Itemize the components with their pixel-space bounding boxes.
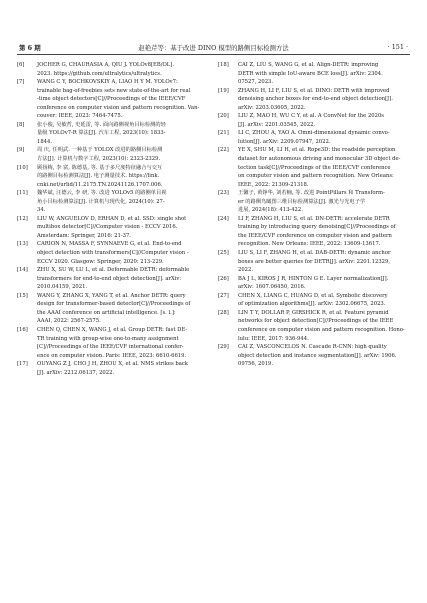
reference-text: [37, 360, 212, 377]
reference-line: networks for object detection[C]//Proceedings of the IEEE: [238, 318, 394, 325]
reference-text: [238, 112, 414, 129]
reference-text: [37, 215, 212, 241]
reference-line: CARION N, MASSA F, SYNNAEVE G, et al. End-to-end: [37, 241, 182, 248]
reference-line: WANG C Y, BOCHKOVSKIY A, LIAO H Y M. YOLOv7:: [37, 79, 178, 86]
reference-text: [37, 121, 212, 147]
reference-entry: [218, 87, 414, 113]
reference-line: LIU S, LI F, ZHANG H, et al. DAB-DETR: dynamic anchor: [238, 250, 391, 257]
reference-text: [37, 61, 212, 78]
reference-text: [238, 189, 414, 215]
reference-entry: [17, 240, 212, 266]
reference-number: [11]: [17, 190, 28, 197]
reference-line: lulu: IEEE, 2017: 936-944.: [238, 335, 309, 342]
reference-text: [238, 309, 414, 343]
reference-line: dataset for autonomous driving and monocular 3D object de-: [238, 156, 401, 163]
reference-line: TR training with group-wise one-to-many assignment: [37, 335, 179, 342]
reference-line: 进展, 2024(18): 413-422.: [238, 207, 303, 214]
reference-text: [238, 215, 414, 249]
reference-number: [22]: [218, 147, 229, 154]
reference-line: 34.: [37, 207, 46, 214]
reference-line: 2010.04159, 2021.: [37, 284, 88, 291]
reference-line: the AAAI conference on artificial intelligence. [s. l.]:: [37, 309, 176, 316]
reference-line: 09756, 2019.: [238, 361, 274, 368]
reference-line: 1844.: [37, 138, 53, 145]
reference-line: tection task[C]//Proceedings of the IEEE/CVF conference: [238, 164, 391, 171]
reference-line: JOCHER G, CHAURASIA A, QIU J. YOLOv8[EB/OL].: [37, 62, 175, 68]
reference-number: [29]: [218, 344, 229, 351]
running-title: 赵艳芹等：基于改进 DINO 模型的路侧目标检测方法: [138, 44, 289, 52]
reference-line: object detection with transformers[C]//Computer vision -: [37, 250, 189, 257]
reference-text: [37, 146, 212, 163]
reference-entry: [17, 78, 212, 121]
reference-entry: [218, 343, 414, 369]
reference-line: 周 庆, 任明武. 一种基于 YOLOX 改进的路侧目标检测: [37, 147, 163, 154]
reference-text: [238, 61, 414, 87]
reference-text: [37, 266, 212, 292]
references-right-column: [218, 61, 414, 369]
reference-line: object detection and instance segmentation[J]. arXiv: 1906.: [238, 352, 397, 359]
reference-text: [238, 87, 414, 113]
reference-line: denoising anchor boxes for end-to-end object detection[J].: [238, 96, 393, 103]
reference-text: [238, 292, 414, 309]
reference-number: [21]: [218, 130, 229, 137]
reference-entry: [218, 309, 414, 343]
reference-number: [24]: [218, 215, 229, 222]
reference-entry: [17, 146, 212, 163]
reference-number: [8]: [17, 121, 25, 128]
reference-text: [37, 189, 212, 215]
reference-line: lution[J]. arXiv: 2209.07947, 2022.: [238, 138, 331, 145]
reference-line: ECCV 2020. Glasgow: Springer, 2020: 213-229.: [37, 258, 164, 265]
reference-entry: [17, 189, 212, 215]
reference-line: [J]. arXiv: 2201.03545, 2022.: [238, 121, 316, 128]
reference-line: IEEE, 2022: 21309-21318.: [238, 181, 309, 188]
reference-text: [238, 129, 414, 146]
reference-line: CHEN X, LIANG C, HUANG D, et al. Symbolic discovery: [238, 292, 388, 299]
reference-line: WANG Y, ZHANG X, YANG T, et al. Anchor DETR: query: [37, 292, 186, 299]
reference-line: recognition. New Orleans: IEEE, 2022: 13609-13617.: [238, 241, 381, 248]
reference-entry: [17, 266, 212, 292]
reference-line: LI F, ZHANG H, LIU S, et al. DN-DETR: accelerate DETR: [238, 215, 390, 222]
reference-entry: [17, 215, 212, 241]
reference-number: [23]: [218, 190, 229, 197]
reference-number: [9]: [17, 147, 25, 154]
reference-line: 07527, 2023.: [238, 79, 274, 86]
reference-line: conference on computer vision and pattern recognition. Hono-: [238, 326, 405, 333]
reference-line: 的路侧目标检测算法[J]. 电子测量技术. https://link.: [37, 173, 160, 180]
reference-line: training by introducing query denoising[C]//Proceedings of: [238, 224, 396, 231]
reference-line: 张小俊, 吴敏哲, 史延雷, 等. 面向路侧视角目标检测的轻: [37, 121, 166, 128]
reference-entry: [218, 292, 414, 309]
reference-line: LIN T Y, DOLLAR P, GIRSHICK R, et al. Feature pyramid: [238, 309, 389, 316]
reference-number: [10]: [17, 164, 28, 171]
reference-line: arXiv: 2203.03605, 2022.: [238, 104, 306, 111]
reference-line: ZHU X, SU W, LU L, et al. Deformable DETR: deformable: [37, 267, 190, 274]
reference-line: conference on computer vision and pattern recognition. Van-: [37, 104, 200, 111]
reference-line: LIU Z, MAO H, WU C Y, et al. A ConvNet for the 2020s: [238, 113, 385, 120]
reference-line: 方法[J]. 计算机与数字工程, 2023(10): 2323-2329.: [37, 156, 161, 163]
reference-line: transformers for end-to-end object detection[J]. arXiv:: [37, 275, 182, 282]
reference-line: CHEN Q, CHEN X, WANG J, et al. Group DETR: fast DE-: [37, 326, 188, 333]
running-header: [17, 40, 410, 55]
reference-line: 魏华斌, 汪德云, 李 研, 等. 改进 YOLOv5 的路侧单目视: [37, 190, 167, 197]
reference-line: -time object detectors[C]//Proceedings of the IEEE/CVF: [37, 96, 186, 103]
reference-line: 2023. https://github.com/ultralytics/ultralytics.: [37, 70, 162, 77]
reference-line: on computer vision and pattern recognition. New Orleans:: [238, 173, 394, 180]
reference-entry: [218, 249, 414, 275]
reference-line: CAI Z, VASCONCELOS N. Cascade R-CNN: high quality: [238, 344, 387, 351]
reference-number: [25]: [218, 250, 229, 257]
reference-line: 王馨子, 黄铮华, 刘若楠, 等. 改进 PointPillars 和 Transform-: [238, 190, 385, 197]
reference-number: [14]: [17, 267, 28, 274]
reference-line: [J]. arXiv: 2212.06137, 2022.: [37, 369, 115, 376]
reference-number: [26]: [218, 275, 229, 282]
reference-line: LI C, ZHOU A, YAO A. Omni-dimensional dynamic convo-: [238, 130, 390, 137]
reference-text: [37, 78, 212, 121]
issue-number: 第 6 期: [19, 44, 41, 52]
reference-entry: [17, 121, 212, 147]
reference-entry: [17, 164, 212, 190]
reference-number: [6]: [17, 62, 25, 68]
reference-entry: [17, 292, 212, 326]
reference-text: [37, 326, 212, 360]
reference-line: arXiv: 1607.06450, 2016.: [238, 284, 306, 291]
reference-line: design for transformer-based detector[C]//Proceedings of: [37, 301, 191, 308]
page-number: · 151 ·: [387, 43, 408, 51]
reference-line: Amsterdam: Springer, 2016: 21-37.: [37, 232, 131, 239]
reference-entry: [218, 146, 414, 189]
reference-line: ZHANG H, LI F, LIU S, et al. DINO: DETR with improved: [238, 87, 390, 94]
reference-entry: [218, 215, 414, 249]
reference-entry: [218, 129, 414, 146]
reference-line: trainable bag-of-freebies sets new state-of-the-art for real: [37, 87, 191, 94]
reference-number: [12]: [17, 215, 28, 222]
reference-line: 角小目标检测算法[J]. 计算机与现代化, 2024(10): 27-: [37, 198, 165, 205]
reference-entry: [218, 112, 414, 129]
reference-line: YE X, SHU M, LI H, et al. Rope3D: the roadside perception: [238, 147, 396, 154]
reference-line: the IEEE/CVF conference on computer vision and pattern: [238, 232, 392, 239]
reference-entry: [17, 61, 212, 78]
reference-line: 量级 YOLOv7-R 算法[J]. 汽车工程, 2023(10): 1833-: [37, 130, 166, 137]
reference-line: 顾扬梅, 李 富, 陈德基, 等. 基于多尺度特征融合与交互: [37, 164, 163, 171]
reference-text: [238, 343, 414, 369]
reference-line: AAAI, 2022: 2567-2575.: [37, 318, 101, 325]
reference-number: [16]: [17, 326, 28, 333]
reference-line: er 的路侧鸟瞰图三维目标检测算法[J]. 激光与光电子学: [238, 198, 366, 205]
reference-number: [15]: [17, 292, 28, 299]
reference-number: [18]: [218, 62, 229, 68]
reference-entry: [218, 275, 414, 292]
reference-number: [19]: [218, 87, 229, 94]
reference-number: [27]: [218, 292, 229, 299]
reference-text: [238, 146, 414, 189]
reference-line: of optimization algorithms[J]. arXiv: 2302.06675, 2023.: [238, 301, 386, 308]
references-left-column: [17, 61, 212, 377]
reference-line: couver: IEEE, 2023: 7464-7475.: [37, 113, 123, 120]
reference-entry: [17, 360, 212, 377]
reference-number: [17]: [17, 361, 28, 368]
reference-line: ence on computer vision. Paris: IEEE, 2023: 6610-6619.: [37, 352, 187, 359]
reference-text: [238, 275, 414, 292]
reference-line: boxes are better queries for DETR[J]. arXiv: 2201.12329,: [238, 258, 391, 265]
reference-number: [28]: [218, 309, 229, 316]
reference-line: LIU W, ANGUELOV D, ERHAN D, et al. SSD: single shot: [37, 215, 187, 222]
reference-line: cnki.net/urlid/11.2175.TN.20241126.1707.006.: [37, 181, 163, 188]
reference-number: [7]: [17, 79, 25, 86]
reference-line: OUYANG Z J, CHO J H, ZHOU X, et al. NMS strikes back: [37, 361, 188, 368]
reference-number: [20]: [218, 113, 229, 120]
reference-line: multibox detector[C]//Computer vision - ECCV 2016.: [37, 224, 178, 231]
reference-entry: [218, 189, 414, 215]
reference-entry: [218, 61, 414, 87]
reference-line: [C]//Proceedings of the IEEE/CVF international confer-: [37, 344, 184, 351]
reference-line: 2022.: [238, 267, 254, 274]
reference-number: [13]: [17, 241, 28, 248]
reference-text: [37, 292, 212, 326]
reference-line: CAI Z, LIU S, WANG G, et al. Align-DETR: improving: [238, 62, 379, 68]
reference-text: [37, 164, 212, 190]
reference-line: BA J L, KIROS J R, HINTON G E. Layer normalization[J].: [238, 275, 389, 282]
reference-line: DETR with simple IoU-aware BCE loss[J]. arXiv: 2304.: [238, 70, 383, 77]
reference-text: [238, 249, 414, 275]
reference-text: [37, 240, 212, 266]
reference-entry: [17, 326, 212, 360]
